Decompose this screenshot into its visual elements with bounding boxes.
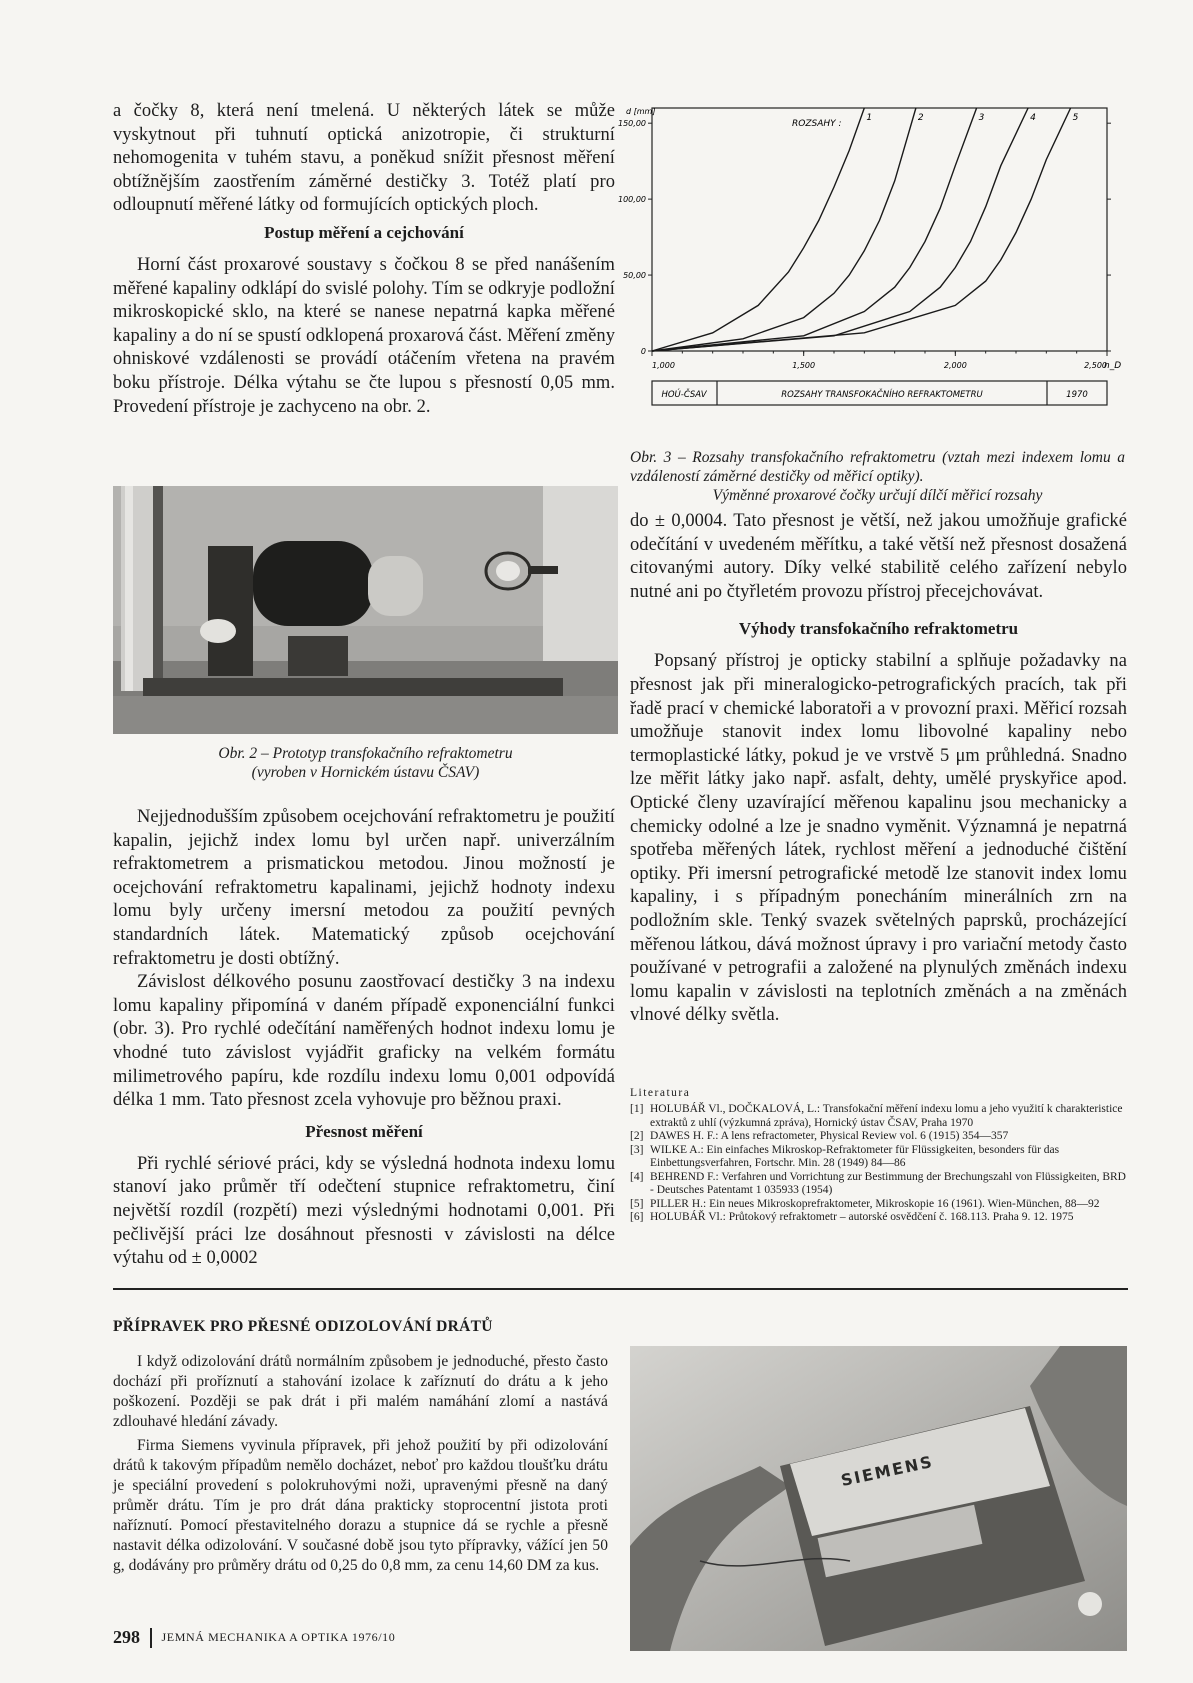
section-heading: Přesnost měření (305, 1121, 423, 1141)
reference-list (630, 1103, 1127, 1225)
wire-stripper-illustration (630, 1346, 1127, 1651)
reference-number: [5] (630, 1197, 644, 1210)
reference-text: HOLUBÁŘ Vl., DOČKALOVÁ, L.: Transfokační měření indexu lomu a jeho využití k charakteristice extraktů z uhlí (výzkumná zpráva), Hornický ústav ČSAV, Praha 1970 (650, 1103, 1123, 1129)
journal-name: JEMNÁ MECHANIKA A OPTIKA 1976/10 (161, 1630, 396, 1644)
section-heading: Výhody transfokačního refraktometru (738, 619, 1019, 639)
series-line (652, 108, 1071, 351)
reference-text: DAWES H. F.: A lens refractometer, Physical Review vol. 6 (1915) 354—357 (650, 1130, 1009, 1142)
range-chart (612, 96, 1132, 436)
reference-text: BEHREND F.: Verfahren und Vorrichtung zur Bestimmung der Brechungszahl von Flüssigkeiten, BRD - Deutsches Patentamt 1 035933 (1954) (650, 1170, 1126, 1196)
y-tick-label: 100,00 (618, 195, 646, 205)
article-2-title: PŘÍPRAVEK PRO PŘESNÉ ODIZOLOVÁNÍ DRÁTŮ (113, 1318, 493, 1335)
caption-line: Obr. 3 – Rozsahy transfokačního refraktometru (vztah mezi indexem lomu a vzdáleností záměrné destičky od měřicí optiky). (630, 449, 1125, 485)
paragraph: I když odizolování drátů normálním způsobem je jednoduché, přesto často dochází při proříznutí a stahování izolace k zaříznutí do drátu a k jeho poškození. Později se pak drát i při malém namáhání zlomí a nastává zdlouhavé hledání závady. (113, 1353, 608, 1430)
x-axis (652, 351, 1107, 370)
reference-number: [2] (630, 1130, 644, 1142)
siemens-label: SIEMENS (839, 1451, 936, 1491)
figure-2-photo (113, 486, 618, 734)
caption-line: Obr. 2 – Prototyp transfokačního refraktometru (218, 745, 513, 762)
paragraph: do ± 0,0004. Tato přesnost je větší, než jakou umožňuje grafické odečítání v uvedeném měřítku, a také větší než přesnost dosažená citovanými autory. Díky velké stabilitě celého zařízení nebylo nutné ani po čtyřletém provozu přístroj přecejchovávat. (630, 511, 1127, 602)
figure-2-caption (113, 744, 618, 782)
x-tick-label: 2,000 (943, 361, 967, 370)
y-tick-label: 150,00 (618, 119, 646, 129)
paragraph: a čočky 8, která není tmelená. U některých látek se může vyskytnout při tuhnutí optická anizotropie, či strukturní nehomogenita v tuhém stavu, a poněkud snížit přesnost měření obtížnějším zaostřením záměrné destičky 3. Totéž platí pro odloupnutí měřené látky od formujících optických ploch. (113, 101, 615, 216)
reference-item (630, 1198, 1127, 1212)
literature (630, 1087, 1127, 1225)
series-label: 4 (1030, 113, 1036, 123)
reference-item (630, 1144, 1127, 1171)
y-axis (618, 119, 1111, 356)
reference-item (630, 1171, 1127, 1198)
x-tick-label: 1,500 (792, 361, 816, 370)
figure-3-chart (612, 96, 1132, 436)
section-heading: Postup měření a cejchování (264, 222, 464, 242)
right-column (630, 510, 1127, 1028)
page-footer (113, 1627, 395, 1648)
y-axis-label: d [mm] (626, 107, 656, 116)
refractometer-photo-illustration (113, 486, 618, 734)
series-label: 1 (866, 113, 873, 123)
series-label: 2 (917, 113, 924, 123)
series-label: 5 (1072, 113, 1079, 123)
left-column-bottom (113, 806, 615, 1271)
caption-line: (vyroben v Hornickém ústavu ČSAV) (251, 764, 480, 781)
plot-frame (652, 108, 1107, 351)
series-line (652, 108, 1028, 351)
reference-number: [6] (630, 1211, 644, 1223)
reference-item (630, 1211, 1127, 1225)
title-block-institute: HOÚ-ČSAV (661, 390, 707, 400)
article-separator (113, 1288, 1128, 1290)
series-line (652, 108, 864, 351)
caption-line: Výměnné proxarové čočky určují dílčí měřicí rozsahy (712, 487, 1043, 504)
footer-divider (150, 1628, 152, 1648)
series-group (652, 108, 1079, 351)
reference-item (630, 1130, 1127, 1144)
x-tick-label: 2,500 (1084, 361, 1107, 370)
x-tick-label: 1,000 (652, 361, 675, 370)
literature-title: Literatura (630, 1087, 691, 1099)
title-block-year: 1970 (1066, 390, 1088, 400)
paragraph: Závislost délkového posunu zaostřovací destičky 3 na indexu lomu kapaliny připomíná v daném případě exponenciální funkci (obr. 3). Pro rychlé odečítání naměřených hodnot indexu lomu je vhodné tuto závislost vyjádřit graficky na velkém formátu milimetrového papíru, kde rozdílu indexu lomu 0,001 odpovídá délka 1 mm. Tato přesnost zcela vyhovuje pro běžnou praxi. (113, 972, 615, 1111)
x-axis-label: n_D (1104, 361, 1122, 371)
series-label: 3 (978, 113, 985, 123)
reference-number: [4] (630, 1170, 644, 1183)
paragraph: Nejjednodušším způsobem ocejchování refraktometru je použití kapalin, jejichž index lomu byl určen např. univerzálním refraktometrem a prismatickou metodou. Jinou možností je ocejchování refraktometru kapalinami, jejichž hodnoty indexu lomu byly určeny imersní metodou za použití pevných standardních látek. Matematický způsob ocejchování refraktometru je dosti obtížný. (113, 807, 615, 969)
reference-number: [3] (630, 1143, 644, 1156)
series-line (652, 108, 916, 351)
figure-3-caption (630, 448, 1125, 505)
siemens-tool-photo (630, 1346, 1127, 1651)
y-tick-label: 0 (640, 347, 646, 356)
reference-number: [1] (630, 1103, 644, 1115)
left-column-top (113, 100, 615, 419)
paragraph: Při rychlé sériové práci, kdy se výsledná hodnota indexu lomu stanoví jako průměr tří odečtení stupnice refraktometru, činí největší rozdíl (rozpětí) mezi výslednými hodnotami 0,001. Při pečlivější práci lze dosáhnout přesnosti v závislosti na délce výtahu od ± 0,0002 (113, 1153, 615, 1269)
paragraph: Firma Siemens vyvinula přípravek, při jehož použití by při odizolování drátů k takovým případům nemělo docházet, neboť pro každou tloušťku drátu je speciální provedení s polokruhovými noži, upravenými přesně na daný průměr drátu. Tím je pro drát dána prakticky stoprocentní jistota proti naříznutí. Pomocí přestavitelného dorazu a stupnice dá se rychle a přesně nastavit délka odizolování. V současné době jsou tyto přípravky, vážící jen 50 g, dodávány pro průměry drátu od 0,25 do 0,8 mm, za cenu 14,60 DM za kus. (113, 1437, 608, 1574)
reference-text: WILKE A.: Ein einfaches Mikroskop-Refraktometer für Flüssigkeiten, besonders für das Einbettungsverfahren, Fortschr. Min. 28 (1949) 84—86 (650, 1143, 1060, 1169)
title-block-name: ROZSAHY TRANSFOKAČNÍHO REFRAKTOMETRU (781, 390, 983, 400)
reference-text: PILLER H.: Ein neues Mikroskoprefraktometer, Mikroskopie 16 (1961). Wien-München, 88—92 (650, 1197, 1100, 1210)
reference-item (630, 1103, 1127, 1130)
title-block (652, 381, 1107, 405)
article-2-text (113, 1318, 608, 1576)
paragraph: Popsaný přístroj je opticky stabilní a splňuje požadavky na přesnost jak při mineralogicko-petrografických pracích, tak při řadě prací v chemické laboratoři a v provozní praxi. Měřicí rozsah umožňuje stanovit index lomu libovolné kapaliny nebo termoplastické látky, pokud je ve vrstvě 5 μm průhledná. Snadno lze měřit látky jako např. asfalt, dehty, umělé pryskyřice apod. Optické členy uzavírající měřenou kapalinu jsou mechanicky a chemicky odolné a lze je snadno vyměnit. Významná je nepatrná spotřeba měřených látek, rychlost měření a jednoduché čištění optiky. Při imersní petrografické metodě lze stanovit index lomu kapaliny, i s případným ponecháním minerálních zrn na podložním skle. Tenký svazek světelných paprsků, procházející měřenou látkou, dává možnost úpravy i pro variační metody často používané v petrografii a založené na plynulých změnách indexu lomu kapalin v závislosti na teplotních změnách a na změnách vlnové délky světla. (630, 651, 1127, 1026)
y-tick-label: 50,00 (623, 271, 646, 281)
paragraph: Horní část proxarové soustavy s čočkou 8 se před nanášením měřené kapaliny odklápí do svislé polohy. Tím se odkryje podložní mikroskopické sklo, na které se nanese nepatrná kapka měřené kapaliny a do ní se spustí odklopená proxarová část. Měření změny ohniskové vzdálenosti se provádí otáčením vřetena na pravém boku přístroje. Délka výtahu se čte lupou s přesností 0,05 mm. Provedení přístroje je zachyceno na obr. 2. (113, 254, 615, 417)
legend-title: ROZSAHY : (792, 119, 842, 129)
reference-text: HOLUBÁŘ Vl.: Průtokový refraktometr – autorské osvědčení č. 168.113. Praha 9. 12. 1975 (650, 1211, 1074, 1223)
page-number: 298 (113, 1627, 140, 1647)
